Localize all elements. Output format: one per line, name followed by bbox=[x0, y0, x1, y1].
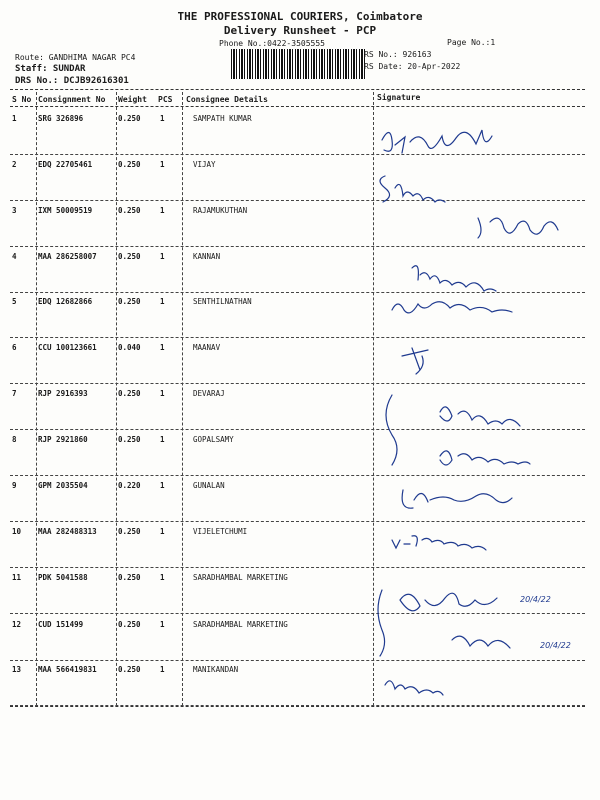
signature-date-2: 20/4/22 bbox=[540, 641, 571, 650]
cell-pcs: 1 bbox=[160, 435, 165, 444]
signature-8 bbox=[440, 451, 530, 465]
cell-consignment: SRG 326896 bbox=[38, 114, 84, 123]
signature-7 bbox=[386, 395, 520, 465]
col-pcs: PCS bbox=[158, 95, 173, 104]
cell-name: RAJAMUKUTHAN bbox=[193, 206, 248, 215]
staff: Staff: SUNDAR bbox=[15, 64, 86, 74]
cell-name: GOPALSAMY bbox=[193, 435, 234, 444]
cell-consignment: MAA 282488313 bbox=[38, 527, 97, 536]
signature-2 bbox=[380, 176, 445, 202]
cell-sno: 9 bbox=[12, 481, 17, 490]
cell-pcs: 1 bbox=[160, 252, 165, 261]
cell-consignment: GPM 2035504 bbox=[38, 481, 88, 490]
cell-weight: 0.250 bbox=[118, 114, 141, 123]
cell-sno: 4 bbox=[12, 252, 17, 261]
cell-weight: 0.250 bbox=[118, 435, 141, 444]
cell-sno: 6 bbox=[12, 343, 17, 352]
cell-name: GUNALAN bbox=[193, 481, 225, 490]
signature-5 bbox=[392, 302, 512, 313]
signature-date-1: 20/4/22 bbox=[520, 595, 551, 604]
cell-sno: 5 bbox=[12, 297, 17, 306]
cell-weight: 0.250 bbox=[118, 389, 141, 398]
signature-11 bbox=[378, 590, 510, 656]
drs-number: DRS No.: DCJB92616301 bbox=[15, 76, 129, 86]
cell-sno: 12 bbox=[12, 620, 22, 629]
cell-consignment: PDK 5041588 bbox=[38, 573, 88, 582]
cell-pcs: 1 bbox=[160, 343, 165, 352]
cell-weight: 0.250 bbox=[118, 573, 141, 582]
col-weight: Weight bbox=[118, 95, 147, 104]
cell-pcs: 1 bbox=[160, 573, 165, 582]
cell-name: SARADHAMBAL MARKETING bbox=[193, 620, 288, 629]
cell-consignment: RJP 2921860 bbox=[38, 435, 88, 444]
cell-consignment: MAA 566419831 bbox=[38, 665, 97, 674]
signature-3 bbox=[478, 218, 558, 238]
cell-name: VIJELETCHUMI bbox=[193, 527, 248, 536]
signature-13 bbox=[385, 681, 443, 695]
cell-consignment: RJP 2916393 bbox=[38, 389, 88, 398]
signature-6 bbox=[402, 348, 428, 374]
page-number: Page No.:1 bbox=[447, 38, 496, 47]
cell-sno: 7 bbox=[12, 389, 17, 398]
cell-consignment: MAA 286258007 bbox=[38, 252, 97, 261]
cell-pcs: 1 bbox=[160, 297, 165, 306]
signature-10 bbox=[392, 536, 486, 550]
cell-sno: 13 bbox=[12, 665, 22, 674]
cell-pcs: 1 bbox=[160, 620, 165, 629]
cell-name: KANNAN bbox=[193, 252, 221, 261]
cell-sno: 2 bbox=[12, 160, 17, 169]
cell-name: MAANAV bbox=[193, 343, 221, 352]
cell-consignment: CCU 100123661 bbox=[38, 343, 97, 352]
cell-pcs: 1 bbox=[160, 389, 165, 398]
cell-pcs: 1 bbox=[160, 481, 165, 490]
cell-consignment: CUD 151499 bbox=[38, 620, 84, 629]
document-title: Delivery Runsheet - PCP bbox=[223, 24, 377, 37]
cell-consignment: EDQ 12682866 bbox=[38, 297, 93, 306]
cell-weight: 0.250 bbox=[118, 527, 141, 536]
cell-weight: 0.250 bbox=[118, 160, 141, 169]
signature-4 bbox=[412, 266, 496, 291]
cell-name: SENTHILNATHAN bbox=[193, 297, 252, 306]
cell-pcs: 1 bbox=[160, 206, 165, 215]
cell-sno: 11 bbox=[12, 573, 22, 582]
cell-weight: 0.250 bbox=[118, 665, 141, 674]
cell-pcs: 1 bbox=[160, 665, 165, 674]
cell-pcs: 1 bbox=[160, 527, 165, 536]
cell-weight: 0.250 bbox=[118, 620, 141, 629]
cell-sno: 10 bbox=[12, 527, 22, 536]
cell-pcs: 1 bbox=[160, 160, 165, 169]
col-consignee: Consignee Details bbox=[186, 95, 268, 104]
cell-consignment: EDQ 22705461 bbox=[38, 160, 93, 169]
signature-1 bbox=[382, 130, 492, 153]
cell-sno: 3 bbox=[12, 206, 17, 215]
cell-sno: 8 bbox=[12, 435, 17, 444]
cell-consignment: IXM 50009519 bbox=[38, 206, 93, 215]
cell-weight: 0.220 bbox=[118, 481, 141, 490]
rs-date: RS Date: 20-Apr-2022 bbox=[364, 62, 461, 71]
cell-name: MANIKANDAN bbox=[193, 665, 239, 674]
col-signature: Signature bbox=[377, 93, 421, 102]
signature-9 bbox=[402, 490, 512, 508]
cell-name: SAMPATH KUMAR bbox=[193, 114, 252, 123]
cell-name: DEVARAJ bbox=[193, 389, 225, 398]
cell-sno: 1 bbox=[12, 114, 17, 123]
cell-weight: 0.250 bbox=[118, 297, 141, 306]
phone-number: Phone No.:0422-3505555 bbox=[219, 39, 325, 48]
company-name: THE PROFESSIONAL COURIERS, Coimbatore bbox=[177, 10, 423, 23]
col-sno: S No bbox=[12, 95, 32, 104]
cell-pcs: 1 bbox=[160, 114, 165, 123]
cell-weight: 0.250 bbox=[118, 252, 141, 261]
rs-number: RS No.: 926163 bbox=[364, 50, 432, 59]
col-consignment: Consignment No bbox=[38, 95, 106, 104]
route: Route: GANDHIMA NAGAR PC4 bbox=[15, 53, 136, 62]
cell-name: VIJAY bbox=[193, 160, 216, 169]
cell-weight: 0.250 bbox=[118, 206, 141, 215]
cell-name: SARADHAMBAL MARKETING bbox=[193, 573, 288, 582]
cell-weight: 0.040 bbox=[118, 343, 141, 352]
